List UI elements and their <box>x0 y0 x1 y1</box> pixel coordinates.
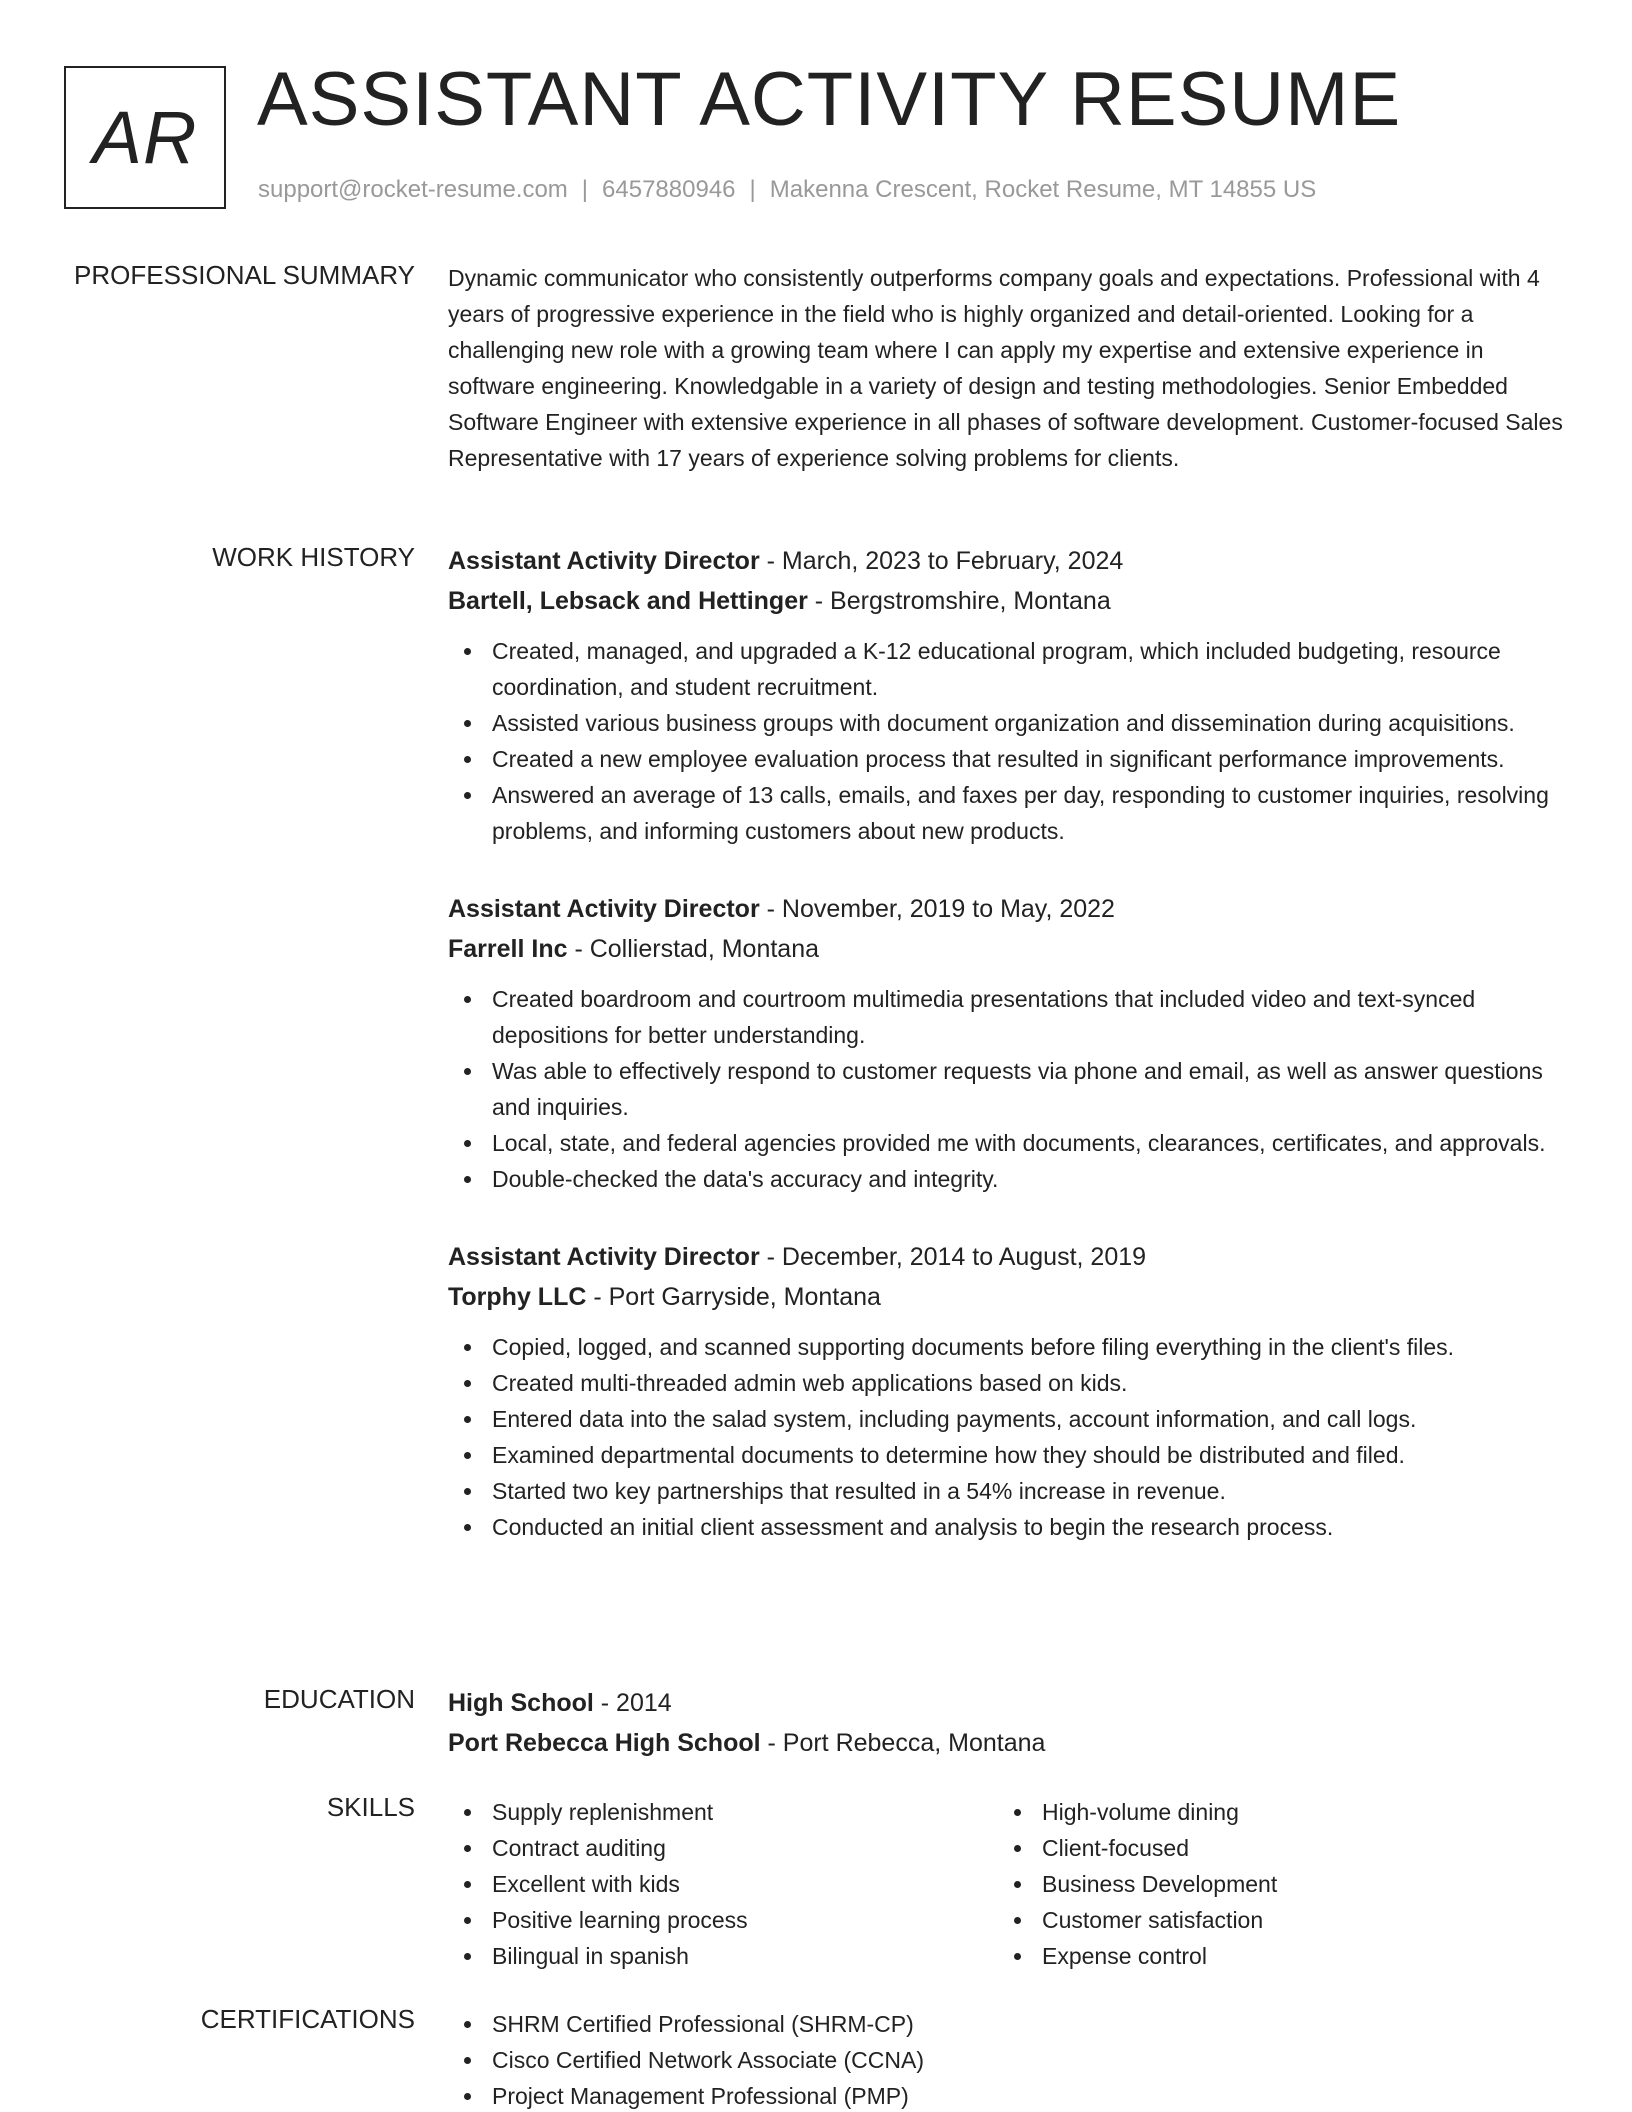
skills-right-column <box>998 1794 1548 1974</box>
skill-item: Contract auditing <box>448 1830 998 1866</box>
certification-item: SHRM Certified Professional (SHRM-CP) <box>448 2006 1568 2042</box>
certification-item: Project Management Professional (PMP) <box>448 2078 1568 2112</box>
monogram-initials: AR <box>92 96 198 179</box>
job-bullets <box>448 1329 1568 1545</box>
education-degree: High School <box>448 1689 594 1717</box>
job-bullet: Conducted an initial client assessment and analysis to begin the research process. <box>448 1509 1568 1545</box>
job-location: - Port Garryside, Montana <box>586 1283 881 1311</box>
contact-email[interactable]: support@rocket-resume.com <box>258 176 568 203</box>
skill-item: Customer satisfaction <box>998 1902 1548 1938</box>
job-bullet: Entered data into the salad system, including payments, account information, and call logs. <box>448 1401 1568 1437</box>
certifications-list <box>448 2006 1568 2112</box>
education-school: Port Rebecca High School <box>448 1729 761 1757</box>
job-title-line <box>448 1237 1568 1277</box>
skills-label: SKILLS <box>326 1792 415 1822</box>
job-company: Torphy LLC <box>448 1283 587 1311</box>
skills-left-column <box>448 1794 998 1974</box>
education-degree-line <box>448 1683 1568 1723</box>
education-year: - 2014 <box>593 1689 672 1717</box>
separator: | <box>581 176 589 203</box>
job-title: Assistant Activity Director <box>448 895 760 923</box>
job-location: - Bergstromshire, Montana <box>807 587 1111 615</box>
job-title-line <box>448 541 1568 581</box>
summary-text: Dynamic communicator who consistently outperforms company goals and expectations. Professional with 4 years of progressive experience in the field who is highly organized and detail-oriented. Looking for a challenging new role with a growing team where I can apply my expertise and extensive experience in software engineering. Knowledgable in a variety of design and testing methodologies. Senior Embedded Software Engineer with extensive experience in all phases of software development. Customer-focused Sales Representative with 17 years of experience solving problems for clients. <box>448 265 1563 471</box>
job-bullet: Assisted various business groups with document organization and dissemination during acquisitions. <box>448 705 1568 741</box>
work-history-label: WORK HISTORY <box>212 542 415 572</box>
education-school-line <box>448 1723 1568 1763</box>
job-bullet: Copied, logged, and scanned supporting documents before filing everything in the client's files. <box>448 1329 1568 1365</box>
jobs-list <box>448 541 1568 1585</box>
job-entry <box>448 889 1568 1197</box>
summary-label: PROFESSIONAL SUMMARY <box>74 260 415 290</box>
job-entry <box>448 1237 1568 1545</box>
job-entry <box>448 541 1568 849</box>
contact-address: Makenna Crescent, Rocket Resume, MT 14855 US <box>769 176 1317 203</box>
job-bullets <box>448 633 1568 849</box>
job-bullet: Created, managed, and upgraded a K-12 educational program, which included budgeting, resource coordination, and student recruitment. <box>448 633 1568 705</box>
job-bullet: Was able to effectively respond to customer requests via phone and email, as well as answer questions and inquiries. <box>448 1053 1568 1125</box>
job-company: Bartell, Lebsack and Hettinger <box>448 587 808 615</box>
job-bullet: Answered an average of 13 calls, emails, and faxes per day, responding to customer inquiries, resolving problems, and informing customers about new products. <box>448 777 1568 849</box>
job-bullets <box>448 981 1568 1197</box>
skill-item: Supply replenishment <box>448 1794 998 1830</box>
job-location: - Collierstad, Montana <box>567 935 820 963</box>
job-bullet: Created boardroom and courtroom multimedia presentations that included video and text-synced depositions for better understanding. <box>448 981 1568 1053</box>
certifications-label: CERTIFICATIONS <box>200 2004 415 2034</box>
job-bullet: Double-checked the data's accuracy and integrity. <box>448 1161 1568 1197</box>
job-title: Assistant Activity Director <box>448 547 760 575</box>
job-bullet: Started two key partnerships that resulted in a 54% increase in revenue. <box>448 1473 1568 1509</box>
skill-item: High-volume dining <box>998 1794 1548 1830</box>
skill-item: Positive learning process <box>448 1902 998 1938</box>
education-location: - Port Rebecca, Montana <box>760 1729 1046 1757</box>
skill-item: Business Development <box>998 1866 1548 1902</box>
education-label: EDUCATION <box>263 1684 415 1714</box>
job-company-line <box>448 1277 1568 1317</box>
skill-item: Client-focused <box>998 1830 1548 1866</box>
skill-item: Bilingual in spanish <box>448 1938 998 1974</box>
job-bullet: Examined departmental documents to determine how they should be distributed and filed. <box>448 1437 1568 1473</box>
job-title-line <box>448 889 1568 929</box>
monogram-box <box>64 66 226 209</box>
job-title: Assistant Activity Director <box>448 1243 760 1271</box>
job-company: Farrell Inc <box>448 935 568 963</box>
job-dates: - December, 2014 to August, 2019 <box>759 1243 1147 1271</box>
job-dates: - March, 2023 to February, 2024 <box>759 547 1124 575</box>
job-bullet: Created multi-threaded admin web applications based on kids. <box>448 1365 1568 1401</box>
job-company-line <box>448 581 1568 621</box>
job-bullet: Local, state, and federal agencies provided me with documents, clearances, certificates, and approvals. <box>448 1125 1568 1161</box>
resume-title: ASSISTANT ACTIVITY RESUME <box>257 57 1402 142</box>
job-company-line <box>448 929 1568 969</box>
skill-item: Expense control <box>998 1938 1548 1974</box>
separator: | <box>749 176 756 203</box>
job-dates: - November, 2019 to May, 2022 <box>759 895 1115 923</box>
contact-phone[interactable]: 6457880946 <box>602 176 736 203</box>
certification-item: Cisco Certified Network Associate (CCNA) <box>448 2042 1568 2078</box>
job-bullet: Created a new employee evaluation process that resulted in significant performance improvements. <box>448 741 1568 777</box>
contact-line <box>258 176 1316 204</box>
skill-item: Excellent with kids <box>448 1866 998 1902</box>
